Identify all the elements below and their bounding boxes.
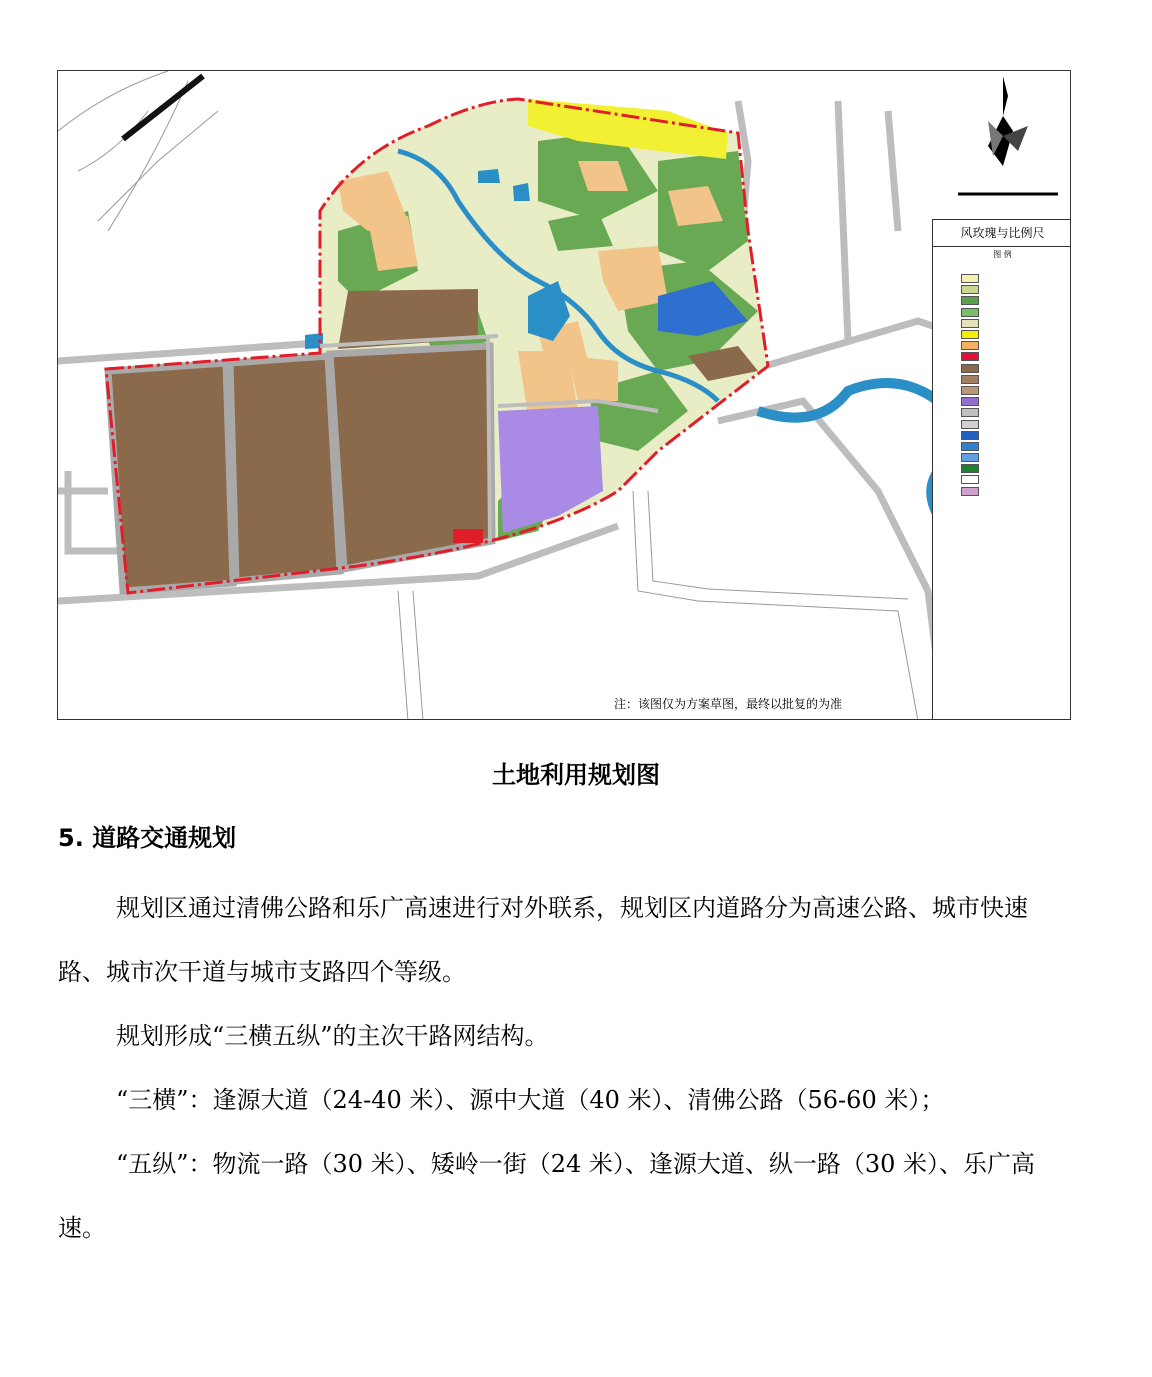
figure-caption: 土地利用规划图 bbox=[492, 761, 660, 789]
legend-title: 风玫瑰与比例尺 bbox=[933, 219, 1071, 247]
legend-item bbox=[961, 273, 1071, 284]
legend-swatch bbox=[961, 308, 979, 317]
section-heading: 5. 道路交通规划 bbox=[58, 824, 237, 852]
section-body bbox=[58, 876, 1058, 1260]
legend-item bbox=[961, 486, 1071, 497]
legend-item bbox=[961, 284, 1071, 295]
legend-swatch bbox=[961, 319, 979, 328]
legend-item bbox=[961, 340, 1071, 351]
legend-item bbox=[961, 430, 1071, 441]
legend-swatch bbox=[961, 375, 979, 384]
legend-swatch bbox=[961, 487, 979, 496]
legend-item bbox=[961, 474, 1071, 485]
red-small-block bbox=[453, 529, 483, 543]
legend-swatch bbox=[961, 408, 979, 417]
legend-item bbox=[961, 329, 1071, 340]
legend-swatch bbox=[961, 475, 979, 484]
legend-swatch bbox=[961, 296, 979, 305]
map-note: 注：该图仅为方案草图，最终以批复的为准 bbox=[614, 697, 843, 711]
purple-block bbox=[498, 406, 603, 533]
legend-swatch bbox=[961, 341, 979, 350]
paragraph: “三横”：逢源大道（24-40 米）、源中大道（40 米）、清佛公路（56-60 米）； bbox=[116, 1086, 945, 1114]
paragraph: “五纵”：物流一路（30 米）、矮岭一街（24 米）、逢源大道、纵一路（30 米）、乐广高速。 bbox=[58, 1150, 1036, 1242]
legend-swatch bbox=[961, 431, 979, 440]
legend-item bbox=[961, 351, 1071, 362]
legend-swatch bbox=[961, 453, 979, 462]
legend-swatch bbox=[961, 386, 979, 395]
legend-item bbox=[961, 295, 1071, 306]
legend-item bbox=[961, 396, 1071, 407]
legend-item bbox=[961, 452, 1071, 463]
legend-swatch bbox=[961, 397, 979, 406]
legend-item bbox=[961, 441, 1071, 452]
legend-swatch bbox=[961, 352, 979, 361]
legend-swatch bbox=[961, 442, 979, 451]
wind-rose-icon bbox=[948, 76, 1068, 206]
legend-item bbox=[961, 385, 1071, 396]
legend-swatch bbox=[961, 364, 979, 373]
legend-item bbox=[961, 463, 1071, 474]
legend-item bbox=[961, 407, 1071, 418]
land-use-map bbox=[57, 70, 1071, 720]
highway-black-line bbox=[123, 76, 203, 139]
industrial-blocks bbox=[108, 346, 492, 591]
legend-item bbox=[961, 318, 1071, 329]
land-use-map-drawing bbox=[58, 71, 1071, 720]
map-legend bbox=[932, 219, 1071, 719]
legend-item bbox=[961, 374, 1071, 385]
legend-swatch bbox=[961, 420, 979, 429]
legend-item bbox=[961, 418, 1071, 429]
paragraph: 规划形成“三横五纵”的主次干路网结构。 bbox=[116, 1022, 549, 1050]
legend-swatch bbox=[961, 464, 979, 473]
legend-subtitle: 图 例 bbox=[993, 250, 1012, 259]
paragraph: 规划区通过清佛公路和乐广高速进行对外联系，规划区内道路分为高速公路、城市快速路、城市次干道与城市支路四个等级。 bbox=[58, 894, 1028, 986]
legend-list bbox=[961, 273, 1071, 497]
legend-item bbox=[961, 307, 1071, 318]
legend-swatch bbox=[961, 274, 979, 283]
legend-swatch bbox=[961, 330, 979, 339]
legend-item bbox=[961, 363, 1071, 374]
legend-swatch bbox=[961, 285, 979, 294]
